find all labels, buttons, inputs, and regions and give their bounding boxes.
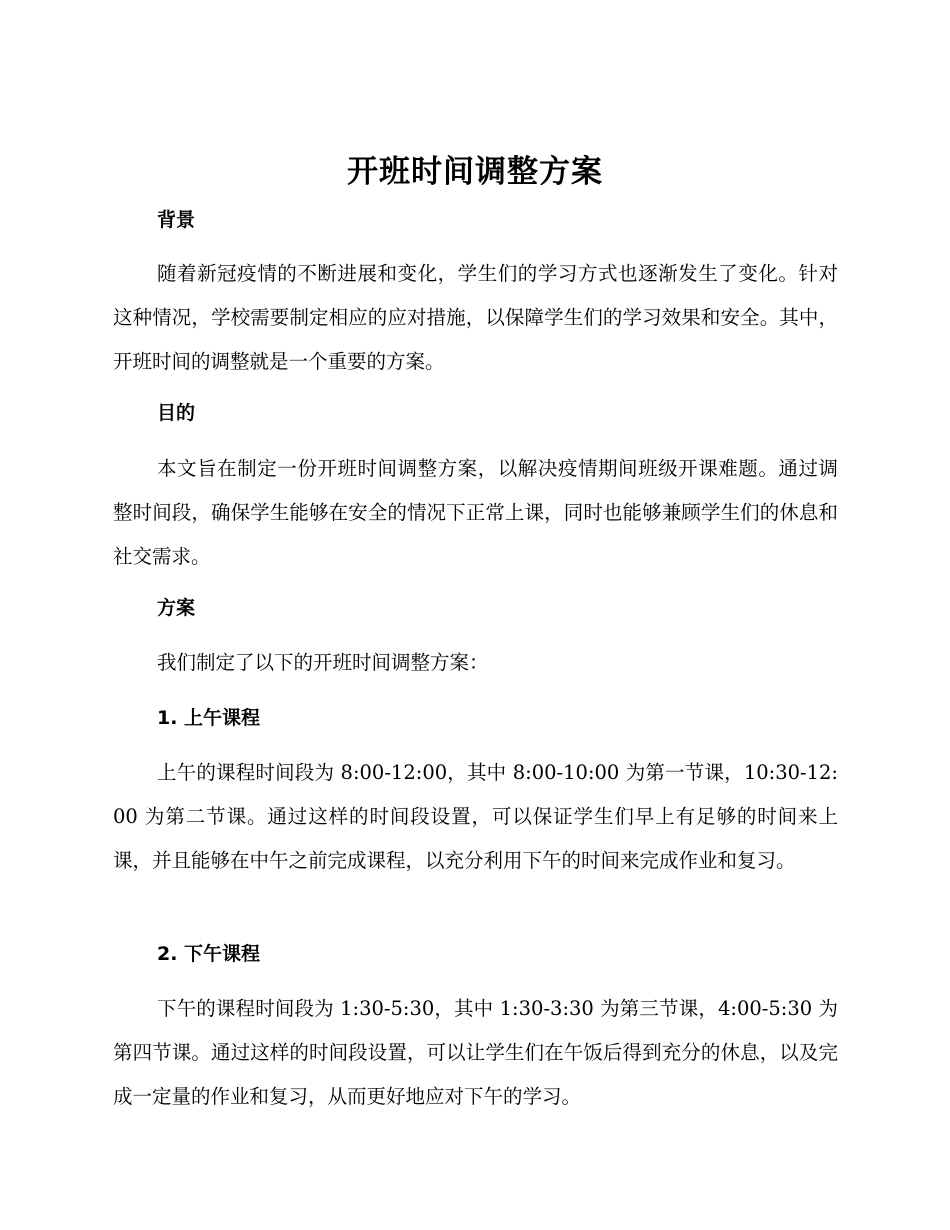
section-heading-background: 背景 — [157, 209, 196, 231]
section-heading-purpose: 目的 — [157, 402, 196, 424]
section-paragraph-purpose: 本文旨在制定一份开班时间调整方案，以解决疫情期间班级开课难题。通过调整时间段，确保学生能够在安全的情况下正常上课，同时也能够兼顾学生们的休息和社交需求。 — [113, 457, 838, 568]
section-heading-morning-classes: 1. 上午课程 — [157, 707, 261, 729]
section-heading-plan: 方案 — [157, 597, 196, 619]
section-heading-afternoon-classes: 2. 下午课程 — [157, 943, 261, 965]
section-paragraph-morning-classes: 上午的课程时间段为 8:00-12:00，其中 8:00-10:00 为第一节课，10:30-12:00 为第二节课。通过这样的时间段设置，可以保证学生们早上有足够的时间来上课，并且能够在中午之前完成课程，以充分利用下午的时间来完成作业和复习。 — [113, 761, 838, 872]
section-paragraph-background: 随着新冠疫情的不断进展和变化，学生们的学习方式也逐渐发生了变化。针对这种情况，学校需要制定相应的应对措施，以保障学生们的学习效果和安全。其中，开班时间的调整就是一个重要的方案。 — [113, 262, 838, 373]
section-paragraph-plan: 我们制定了以下的开班时间调整方案： — [157, 651, 489, 674]
section-paragraph-afternoon-classes: 下午的课程时间段为 1:30-5:30，其中 1:30-3:30 为第三节课，4:00-5:30 为第四节课。通过这样的时间段设置，可以让学生们在午饭后得到充分的休息，以及完成一定量的作业和复习，从而更好地应对下午的学习。 — [113, 997, 838, 1108]
document-title: 开班时间调整方案 — [347, 154, 603, 190]
